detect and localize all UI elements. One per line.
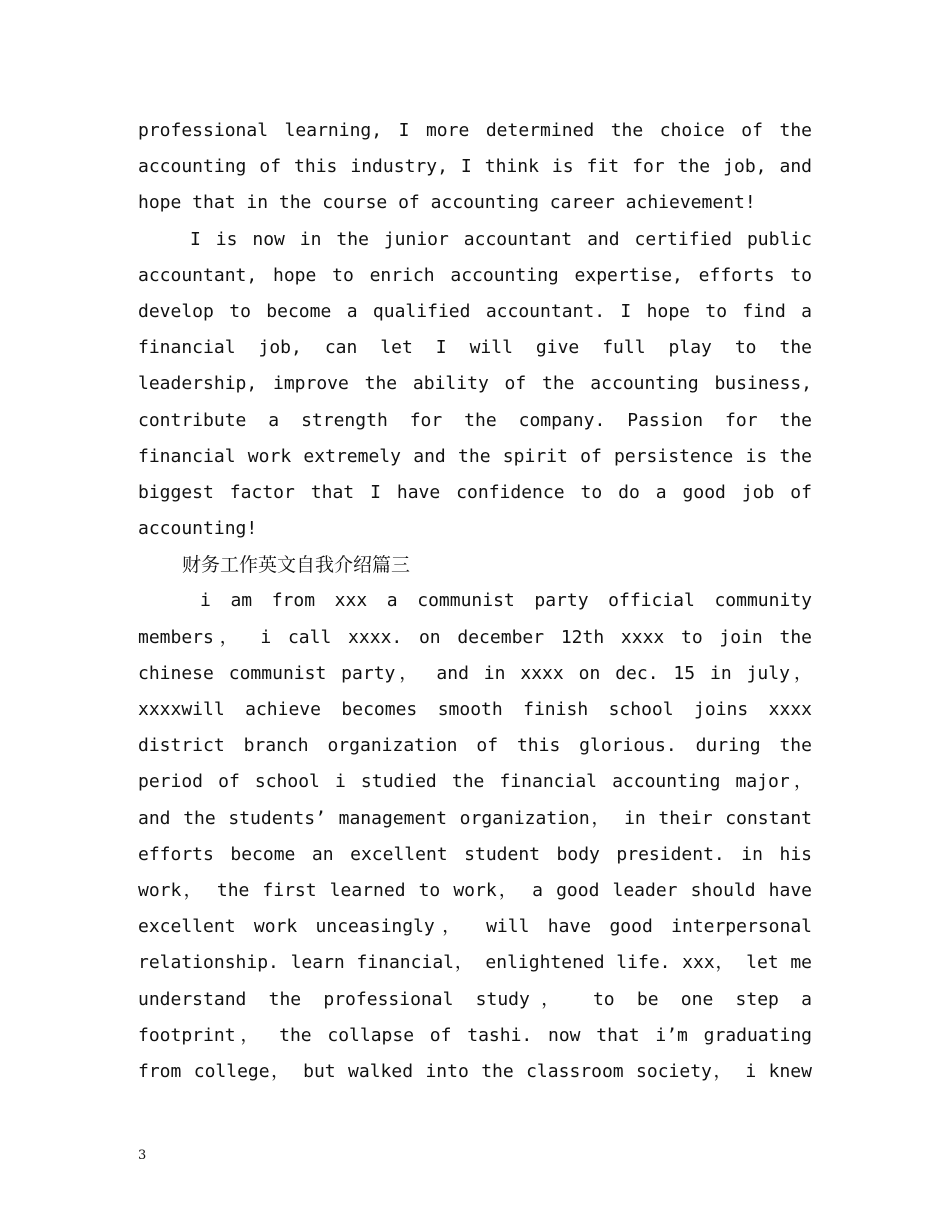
text-line: from college， but walked into the classroom society， i knew — [138, 1060, 812, 1082]
text-line: district branch organization of this glorious. during the — [138, 735, 812, 757]
text-line: financial job, can let I will give full play to the — [138, 337, 812, 359]
text-line: biggest factor that I have confidence to do a good job of — [138, 481, 812, 503]
text-line: excellent work unceasingly， will have good interpersonal — [138, 916, 812, 938]
body-text — [138, 113, 812, 1090]
text-line: accountant, hope to enrich accounting expertise, efforts to — [138, 264, 812, 286]
paragraph-2 — [138, 222, 812, 548]
text-line: I is now in the junior accountant and certified public — [190, 228, 812, 250]
text-line: accounting! — [138, 518, 258, 540]
text-line: hope that in the course of accounting career achievement! — [138, 192, 756, 214]
text-line: accounting of this industry, I think is fit for the job, and — [138, 156, 812, 178]
text-line: professional learning, I more determined the choice of the — [138, 120, 812, 141]
text-line: develop to become a qualified accountant. I hope to find a — [138, 300, 812, 322]
paragraph-1 — [138, 113, 812, 222]
page-number: 3 — [138, 1148, 147, 1163]
text-line: members， i call xxxx. on december 12th xxxx to join the — [138, 626, 812, 648]
text-line: relationship. learn financial， enlightened life. xxx， let me — [138, 952, 812, 974]
text-line: i am from xxx a communist party official community — [200, 590, 812, 612]
text-line: footprint， the collapse of tashi. now that i’m graduating — [138, 1024, 812, 1046]
text-line: leadership, improve the ability of the accounting business, — [138, 373, 812, 395]
text-line: period of school i studied the financial accounting major， — [138, 771, 812, 793]
text-line: and the students’ management organization， in their constant — [138, 807, 812, 829]
text-line: xxxxwill achieve becomes smooth finish school joins xxxx — [138, 699, 812, 720]
text-line: chinese communist party， and in xxxx on dec. 15 in july， — [138, 662, 812, 684]
text-line: financial work extremely and the spirit of persistence is the — [138, 445, 812, 467]
text-line: understand the professional study， to be one step a — [138, 988, 812, 1010]
text-line: contribute a strength for the company. Passion for the — [138, 409, 812, 431]
paragraph-3 — [138, 583, 812, 1090]
text-line: work， the first learned to work， a good leader should have — [138, 879, 812, 901]
text-line: efforts become an excellent student body president. in his — [138, 843, 812, 865]
section-heading: 财务工作英文自我介绍篇三 — [182, 554, 411, 577]
